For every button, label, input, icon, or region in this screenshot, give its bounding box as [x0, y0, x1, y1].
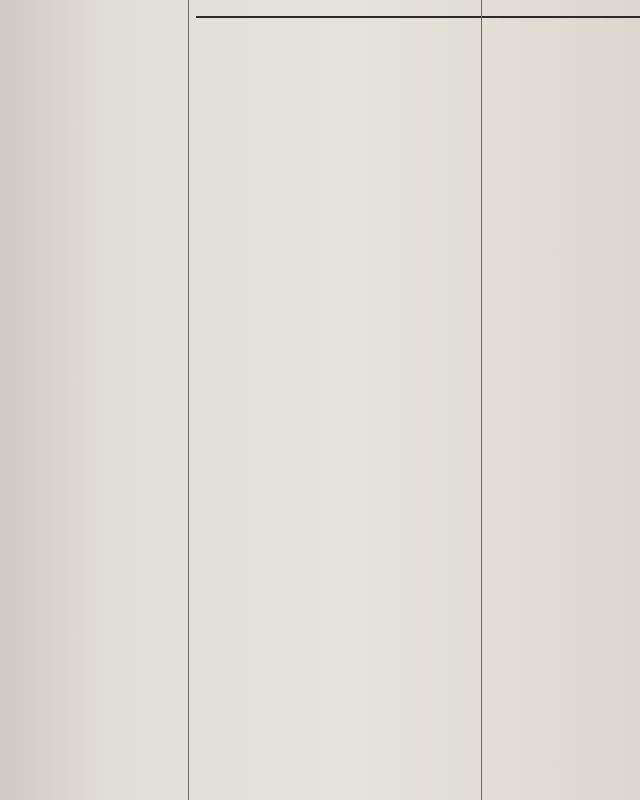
- column-rule-right: [481, 0, 482, 800]
- column-rule-left: [188, 0, 189, 800]
- top-rule: [196, 16, 640, 18]
